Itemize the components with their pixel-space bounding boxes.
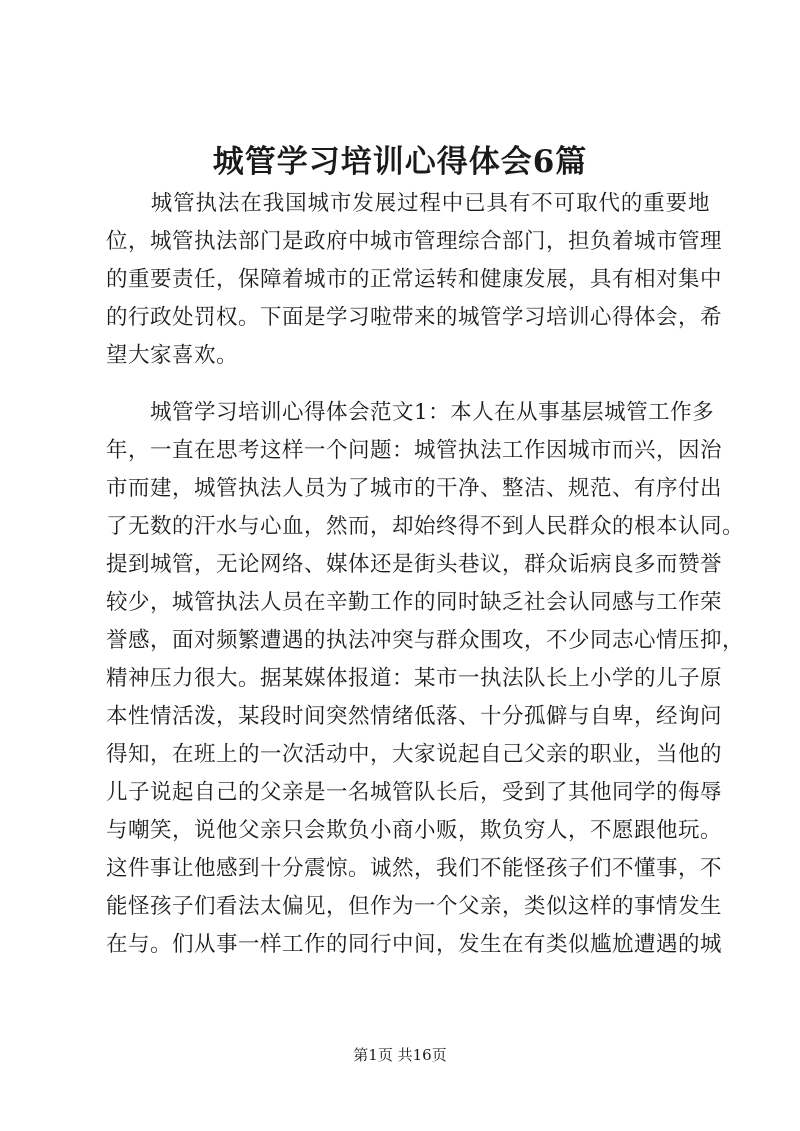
text-line: 这件事让他感到十分震惊。诚然，我们不能怪孩子们不懂事，不 [106, 856, 723, 881]
text-line: 儿子说起自己的父亲是一名城管队长后，受到了其他同学的侮辱 [106, 780, 723, 805]
intro-paragraph [106, 185, 723, 375]
text-line: 较少，城管执法人员在辛勤工作的同时缺乏社会认同感与工作荣 [106, 590, 723, 615]
text-line: 能怪孩子们看法太偏见，但作为一个父亲，类似这样的事情发生 [106, 894, 723, 919]
text-line: 提到城管，无论网络、媒体还是街头巷议，群众诟病良多而赞誉 [106, 552, 723, 577]
document-title: 城管学习培训心得体会6篇 [212, 144, 588, 180]
text-line: 市而建，城管执法人员为了城市的干净、整洁、规范、有序付出 [106, 476, 723, 501]
text-line: 得知，在班上的一次活动中，大家说起自己父亲的职业，当他的 [106, 742, 723, 767]
text-line: 与嘲笑，说他父亲只会欺负小商小贩，欺负穷人，不愿跟他玩。 [106, 818, 723, 843]
text-line: 望大家喜欢。 [106, 343, 239, 368]
text-line: 的重要责任，保障着城市的正常运转和健康发展，具有相对集中 [106, 267, 723, 292]
text-line: 本性情活泼，某段时间突然情绪低落、十分孤僻与自卑，经询问 [106, 704, 723, 729]
text-line: 精神压力很大。据某媒体报道：某市一执法队长上小学的儿子原 [106, 666, 723, 691]
text-line: 城管学习培训心得体会范文1：本人在从事基层城管工作多 [106, 400, 715, 425]
text-line: 在与。们从事一样工作的同行中间，发生在有类似尴尬遭遇的城 [106, 932, 723, 957]
page-footer: 第1页 共16页 [353, 1046, 447, 1064]
text-line: 位，城管执法部门是政府中城市管理综合部门，担负着城市管理 [106, 229, 723, 254]
text-line: 年，一直在思考这样一个问题：城管执法工作因城市而兴，因治 [106, 438, 723, 463]
text-line: 的行政处罚权。下面是学习啦带来的城管学习培训心得体会，希 [106, 305, 723, 330]
text-line: 了无数的汗水与心血，然而，却始终得不到人民群众的根本认同。 [106, 514, 745, 539]
text-line: 誉感，面对频繁遭遇的执法冲突与群众围攻，不少同志心情压抑， [106, 628, 745, 653]
sample-essay-paragraph [106, 394, 745, 964]
text-line: 城管执法在我国城市发展过程中已具有不可取代的重要地 [106, 191, 710, 216]
